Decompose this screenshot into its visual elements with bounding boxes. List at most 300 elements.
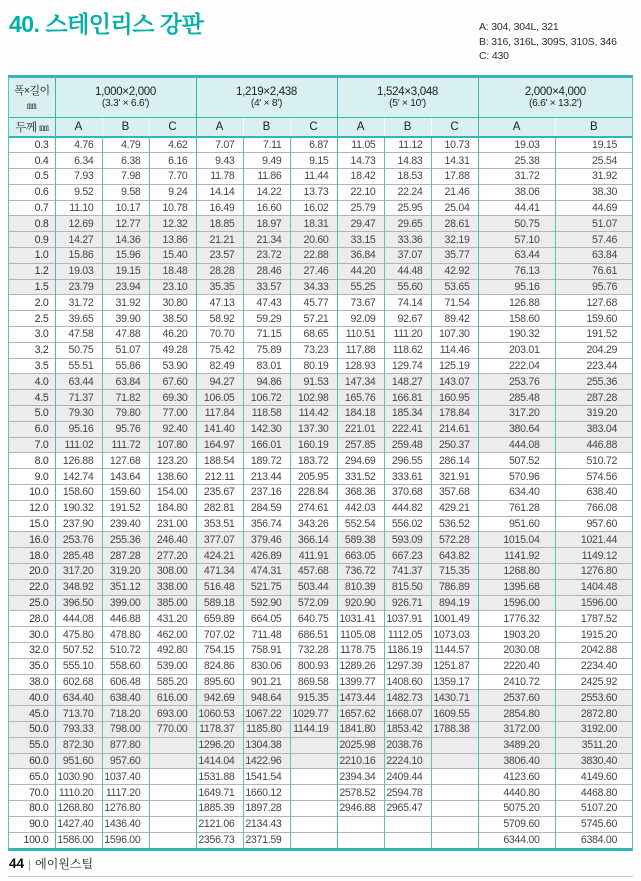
weight-cell: 10.78: [149, 200, 196, 216]
weight-cell: 33.15: [337, 232, 384, 248]
weight-cell: 142.30: [243, 421, 290, 437]
weight-cell: 1029.77: [290, 706, 337, 722]
weight-cell: 9.15: [290, 153, 337, 169]
weight-cell: 1776.32: [478, 611, 555, 627]
weight-cell: 1149.12: [555, 548, 632, 564]
weight-cell: 166.81: [384, 390, 431, 406]
weight-cell: 915.35: [290, 690, 337, 706]
weight-cell: 127.68: [555, 295, 632, 311]
weight-cell: 1404.48: [555, 579, 632, 595]
weight-cell: 667.23: [384, 548, 431, 564]
weight-cell: 770.00: [149, 721, 196, 737]
weight-cell: 317.20: [55, 564, 102, 580]
weight-cell: 59.29: [243, 311, 290, 327]
weight-cell: 715.35: [431, 564, 478, 580]
thickness-cell: 80.0: [9, 800, 55, 816]
weight-cell: 353.51: [196, 516, 243, 532]
weight-cell: 1276.80: [102, 800, 149, 816]
weight-cell: 2872.80: [555, 706, 632, 722]
weight-cell: 71.54: [431, 295, 478, 311]
table-row: [9, 548, 632, 564]
weight-cell: 102.98: [290, 390, 337, 406]
legend-line-b: B: 316, 316L, 309S, 310S, 346: [479, 35, 617, 48]
weight-cell: 114.46: [431, 342, 478, 358]
weight-cell: 634.40: [55, 690, 102, 706]
weight-cell: 521.75: [243, 579, 290, 595]
weight-cell: 877.80: [102, 737, 149, 753]
weight-cell: 154.00: [149, 485, 196, 501]
weight-cell: 810.39: [337, 579, 384, 595]
weight-cell: 22.24: [384, 184, 431, 200]
weight-cell: 282.81: [196, 500, 243, 516]
footer-separator: |: [28, 857, 32, 871]
weight-cell: 1596.00: [555, 595, 632, 611]
weight-cell: 39.90: [102, 311, 149, 327]
weight-cell: 2224.10: [384, 753, 431, 769]
table-row: [9, 327, 632, 343]
weight-cell: 308.00: [149, 564, 196, 580]
weight-cell: 319.20: [555, 406, 632, 422]
weight-cell: 21.46: [431, 184, 478, 200]
weight-cell: 47.88: [102, 327, 149, 343]
weight-cell: 111.02: [55, 437, 102, 453]
weight-cell: 9.52: [55, 184, 102, 200]
weight-cell: 118.62: [384, 342, 431, 358]
weight-cell: 141.40: [196, 421, 243, 437]
weight-cell: 2425.92: [555, 674, 632, 690]
weight-cell: 1060.53: [196, 706, 243, 722]
table-row: [9, 263, 632, 279]
footer-page-number: 44: [9, 856, 25, 871]
weight-cell: 23.57: [196, 248, 243, 264]
weight-cell: [431, 816, 478, 832]
thickness-cell: 25.0: [9, 595, 55, 611]
weight-cell: 117.84: [196, 406, 243, 422]
weight-cell: 184.18: [337, 406, 384, 422]
weight-cell: 399.00: [102, 595, 149, 611]
weight-cell: 77.00: [149, 406, 196, 422]
weight-cell: 693.00: [149, 706, 196, 722]
weight-cell: 15.40: [149, 248, 196, 264]
weight-cell: 507.52: [478, 453, 555, 469]
weight-cell: 1037.91: [384, 611, 431, 627]
thickness-cell: 55.0: [9, 737, 55, 753]
weight-cell: 1853.42: [384, 721, 431, 737]
weight-cell: 95.16: [55, 421, 102, 437]
thickness-cell: 5.0: [9, 406, 55, 422]
weight-cell: 137.30: [290, 421, 337, 437]
weight-cell: 593.09: [384, 532, 431, 548]
weight-cell: 800.93: [290, 658, 337, 674]
weight-cell: 18.48: [149, 263, 196, 279]
weight-cell: 1141.92: [478, 548, 555, 564]
weight-cell: 47.58: [55, 327, 102, 343]
thickness-cell: 45.0: [9, 706, 55, 722]
thickness-cell: 16.0: [9, 532, 55, 548]
weight-cell: 190.32: [55, 500, 102, 516]
weight-cell: 91.53: [290, 374, 337, 390]
weight-cell: 204.29: [555, 342, 632, 358]
weight-cell: 1482.73: [384, 690, 431, 706]
weight-cell: 1657.62: [337, 706, 384, 722]
weight-cell: 2553.60: [555, 690, 632, 706]
weight-cell: 75.89: [243, 342, 290, 358]
weight-cell: 19.03: [478, 137, 555, 153]
weight-cell: 29.65: [384, 216, 431, 232]
weight-cell: 138.60: [149, 469, 196, 485]
weight-cell: 3511.20: [555, 737, 632, 753]
weight-cell: 2038.76: [384, 737, 431, 753]
weight-cell: 444.08: [55, 611, 102, 627]
thickness-cell: 70.0: [9, 785, 55, 801]
thickness-cell: 18.0: [9, 548, 55, 564]
weight-cell: 10.17: [102, 200, 149, 216]
weight-cell: 492.80: [149, 643, 196, 659]
weight-cell: 12.32: [149, 216, 196, 232]
weight-cell: 13.86: [149, 232, 196, 248]
weight-cell: 1067.22: [243, 706, 290, 722]
table-row: [9, 516, 632, 532]
weight-cell: 356.74: [243, 516, 290, 532]
table-row: [9, 232, 632, 248]
weight-cell: 380.64: [478, 421, 555, 437]
weight-cell: 572.09: [290, 595, 337, 611]
weight-cell: 539.00: [149, 658, 196, 674]
weight-cell: 357.68: [431, 485, 478, 501]
weight-cell: 31.92: [555, 169, 632, 185]
weight-cell: 951.60: [55, 753, 102, 769]
weight-cell: 14.31: [431, 153, 478, 169]
weight-cell: 107.80: [149, 437, 196, 453]
weight-cell: 82.49: [196, 358, 243, 374]
weight-cell: 1031.41: [337, 611, 384, 627]
weight-cell: [149, 832, 196, 848]
thickness-cell: 65.0: [9, 769, 55, 785]
weight-cell: 111.20: [384, 327, 431, 343]
weight-cell: 1144.57: [431, 643, 478, 659]
weight-cell: 110.51: [337, 327, 384, 343]
weight-cell: 47.13: [196, 295, 243, 311]
weight-cell: [431, 785, 478, 801]
weight-cell: 184.80: [149, 500, 196, 516]
weight-cell: 212.11: [196, 469, 243, 485]
weight-cell: 3172.00: [478, 721, 555, 737]
thickness-cell: 4.5: [9, 390, 55, 406]
thickness-cell: 30.0: [9, 627, 55, 643]
weight-cell: 160.19: [290, 437, 337, 453]
weight-cell: 1178.37: [196, 721, 243, 737]
weight-cell: 22.88: [290, 248, 337, 264]
grade-col-header-2-b: B: [243, 117, 290, 137]
weight-cell: 15.96: [102, 248, 149, 264]
weight-cell: 129.74: [384, 358, 431, 374]
weight-cell: 736.72: [337, 564, 384, 580]
weight-cell: 92.40: [149, 421, 196, 437]
weight-cell: 45.77: [290, 295, 337, 311]
weight-cell: 1596.00: [478, 595, 555, 611]
weight-cell: 431.20: [149, 611, 196, 627]
weight-cell: 592.90: [243, 595, 290, 611]
weight-cell: 1178.75: [337, 643, 384, 659]
weight-cell: 7.93: [55, 169, 102, 185]
weight-cell: 444.08: [478, 437, 555, 453]
thickness-cell: 2.5: [9, 311, 55, 327]
size-group-header-2: 1,219×2,438 (4' × 8'): [196, 78, 337, 117]
weight-cell: [337, 816, 384, 832]
weight-cell: 142.74: [55, 469, 102, 485]
grade-col-header-3-a: A: [337, 117, 384, 137]
table-row: [9, 706, 632, 722]
weight-cell: 71.82: [102, 390, 149, 406]
weight-cell: 23.10: [149, 279, 196, 295]
weight-cell: 1185.80: [243, 721, 290, 737]
thickness-cell: 12.0: [9, 500, 55, 516]
weight-cell: 22.10: [337, 184, 384, 200]
weight-cell: [290, 753, 337, 769]
thickness-cell: 2.0: [9, 295, 55, 311]
thickness-cell: 90.0: [9, 816, 55, 832]
weight-cell: 1787.52: [555, 611, 632, 627]
weight-cell: 1110.20: [55, 785, 102, 801]
weight-cell: 12.69: [55, 216, 102, 232]
weight-cell: 19.15: [555, 137, 632, 153]
weight-cell: 76.13: [478, 263, 555, 279]
weight-cell: 237.90: [55, 516, 102, 532]
weight-cell: 63.44: [55, 374, 102, 390]
table-row: [9, 611, 632, 627]
table-row: [9, 643, 632, 659]
size-group-header-4: 2,000×4,000 (6.6' × 13.2'): [478, 78, 632, 117]
weight-cell: [290, 816, 337, 832]
weight-cell: [290, 769, 337, 785]
weight-cell: 426.89: [243, 548, 290, 564]
weight-cell: 1660.12: [243, 785, 290, 801]
weight-cell: 13.73: [290, 184, 337, 200]
weight-cell: 1251.87: [431, 658, 478, 674]
weight-cell: 95.76: [555, 279, 632, 295]
weight-cell: 246.40: [149, 532, 196, 548]
grade-col-header-4-b: B: [555, 117, 632, 137]
weight-cell: 1414.04: [196, 753, 243, 769]
thickness-cell: 6.0: [9, 421, 55, 437]
weight-cell: 284.59: [243, 500, 290, 516]
weight-cell: 4440.80: [478, 785, 555, 801]
weight-cell: 159.60: [555, 311, 632, 327]
weight-cell: 503.44: [290, 579, 337, 595]
weight-cell: 1541.54: [243, 769, 290, 785]
table-row: [9, 690, 632, 706]
weight-cell: 2854.80: [478, 706, 555, 722]
bottom-rule: [8, 876, 633, 877]
weight-cell: [149, 800, 196, 816]
table-row: [9, 358, 632, 374]
weight-cell: 894.19: [431, 595, 478, 611]
weight-cell: 6384.00: [555, 832, 632, 848]
table-row: [9, 485, 632, 501]
thickness-cell: 28.0: [9, 611, 55, 627]
weight-cell: 35.77: [431, 248, 478, 264]
weight-cell: 471.34: [196, 564, 243, 580]
table-row: [9, 137, 632, 153]
weight-cell: 73.67: [337, 295, 384, 311]
weight-cell: 572.28: [431, 532, 478, 548]
thickness-cell: 10.0: [9, 485, 55, 501]
thickness-cell: 8.0: [9, 453, 55, 469]
weight-cell: 926.71: [384, 595, 431, 611]
weight-cell: [431, 832, 478, 848]
weight-cell: 23.94: [102, 279, 149, 295]
weight-cell: 239.40: [102, 516, 149, 532]
weight-cell: 285.48: [55, 548, 102, 564]
weight-cell: 255.36: [102, 532, 149, 548]
weight-cell: 44.20: [337, 263, 384, 279]
weight-cell: 259.48: [384, 437, 431, 453]
weight-cell: 638.40: [555, 485, 632, 501]
weight-cell: 222.41: [384, 421, 431, 437]
weight-cell: 16.60: [243, 200, 290, 216]
weight-cell: 286.14: [431, 453, 478, 469]
table-row: [9, 342, 632, 358]
weight-cell: 606.48: [102, 674, 149, 690]
weight-cell: 221.01: [337, 421, 384, 437]
weight-cell: 659.89: [196, 611, 243, 627]
weight-cell: 872.30: [55, 737, 102, 753]
weight-cell: 19.03: [55, 263, 102, 279]
thickness-cell: 3.0: [9, 327, 55, 343]
weight-cell: 6344.00: [478, 832, 555, 848]
weight-cell: 7.11: [243, 137, 290, 153]
weight-cell: 574.56: [555, 469, 632, 485]
weight-cell: 55.51: [55, 358, 102, 374]
weight-cell: 507.52: [55, 643, 102, 659]
weight-cell: 942.69: [196, 690, 243, 706]
weight-cell: 31.72: [478, 169, 555, 185]
weight-cell: 1268.80: [55, 800, 102, 816]
weight-cell: 3192.00: [555, 721, 632, 737]
grade-col-header-2-c: C: [290, 117, 337, 137]
weight-cell: 319.20: [102, 564, 149, 580]
weight-cell: 11.86: [243, 169, 290, 185]
weight-cell: 111.72: [102, 437, 149, 453]
weight-cell: 253.76: [478, 374, 555, 390]
weight-cell: 79.30: [55, 406, 102, 422]
weight-cell: 25.54: [555, 153, 632, 169]
weight-cell: 1897.28: [243, 800, 290, 816]
weight-cell: [384, 832, 431, 848]
weight-cell: 18.53: [384, 169, 431, 185]
thickness-cell: 0.7: [9, 200, 55, 216]
weight-cell: 51.07: [102, 342, 149, 358]
weight-cell: 185.34: [384, 406, 431, 422]
weight-cell: 686.51: [290, 627, 337, 643]
weight-cell: 475.80: [55, 627, 102, 643]
weight-cell: 2042.88: [555, 643, 632, 659]
weight-cell: 383.04: [555, 421, 632, 437]
weight-cell: 21.21: [196, 232, 243, 248]
grade-col-header-2-a: A: [196, 117, 243, 137]
weight-cell: [431, 737, 478, 753]
thickness-cell: 60.0: [9, 753, 55, 769]
weight-cell: 44.48: [384, 263, 431, 279]
weight-cell: 53.65: [431, 279, 478, 295]
weight-cell: 2578.52: [337, 785, 384, 801]
weight-cell: 14.22: [243, 184, 290, 200]
weight-cell: 948.64: [243, 690, 290, 706]
page-title-text: 스테인리스 강판: [45, 11, 204, 37]
weight-cell: 55.60: [384, 279, 431, 295]
weight-cell: 2946.88: [337, 800, 384, 816]
weight-cell: 957.60: [102, 753, 149, 769]
weight-cell: [337, 832, 384, 848]
weight-cell: 348.92: [55, 579, 102, 595]
weight-cell: 7.07: [196, 137, 243, 153]
weight-cell: 188.54: [196, 453, 243, 469]
weight-cell: 5107.20: [555, 800, 632, 816]
weight-cell: 3489.20: [478, 737, 555, 753]
weight-cell: 228.84: [290, 485, 337, 501]
weight-cell: 2210.16: [337, 753, 384, 769]
weight-cell: 75.42: [196, 342, 243, 358]
grade-col-header-3-c: C: [431, 117, 478, 137]
weight-cell: 444.82: [384, 500, 431, 516]
table-row: [9, 785, 632, 801]
weight-cell: 213.44: [243, 469, 290, 485]
weight-cell: 28.46: [243, 263, 290, 279]
weight-cell: 446.88: [555, 437, 632, 453]
weight-cell: 338.00: [149, 579, 196, 595]
table-row: [9, 248, 632, 264]
weight-cell: 222.04: [478, 358, 555, 374]
weight-cell: 57.21: [290, 311, 337, 327]
table-row: [9, 564, 632, 580]
weight-cell: 165.76: [337, 390, 384, 406]
weight-cell: 2537.60: [478, 690, 555, 706]
thickness-cell: 40.0: [9, 690, 55, 706]
weight-cell: 95.76: [102, 421, 149, 437]
weight-cell: 786.89: [431, 579, 478, 595]
weight-cell: 19.15: [102, 263, 149, 279]
table-row: [9, 832, 632, 848]
weight-cell: 815.50: [384, 579, 431, 595]
weight-cell: 9.58: [102, 184, 149, 200]
weight-cell: 9.49: [243, 153, 290, 169]
weight-cell: 33.36: [384, 232, 431, 248]
weight-cell: 164.97: [196, 437, 243, 453]
weight-cell: 2030.08: [478, 643, 555, 659]
weight-cell: 370.68: [384, 485, 431, 501]
weight-cell: 2594.78: [384, 785, 431, 801]
weight-cell: 189.72: [243, 453, 290, 469]
table-row: [9, 421, 632, 437]
weight-cell: 555.10: [55, 658, 102, 674]
weight-cell: 69.30: [149, 390, 196, 406]
weight-cell: 1117.20: [102, 785, 149, 801]
weight-cell: 94.27: [196, 374, 243, 390]
table-row: [9, 800, 632, 816]
weight-cell: 1304.38: [243, 737, 290, 753]
weight-cell: 20.60: [290, 232, 337, 248]
weight-cell: 5745.60: [555, 816, 632, 832]
weight-cell: 34.33: [290, 279, 337, 295]
weight-cell: 114.42: [290, 406, 337, 422]
weight-cell: 235.67: [196, 485, 243, 501]
weight-cell: 718.20: [102, 706, 149, 722]
weight-cell: 830.06: [243, 658, 290, 674]
thickness-cell: 32.0: [9, 643, 55, 659]
weight-cell: 556.02: [384, 516, 431, 532]
weight-cell: 478.80: [102, 627, 149, 643]
legend-line-a: A: 304, 304L, 321: [479, 21, 559, 33]
